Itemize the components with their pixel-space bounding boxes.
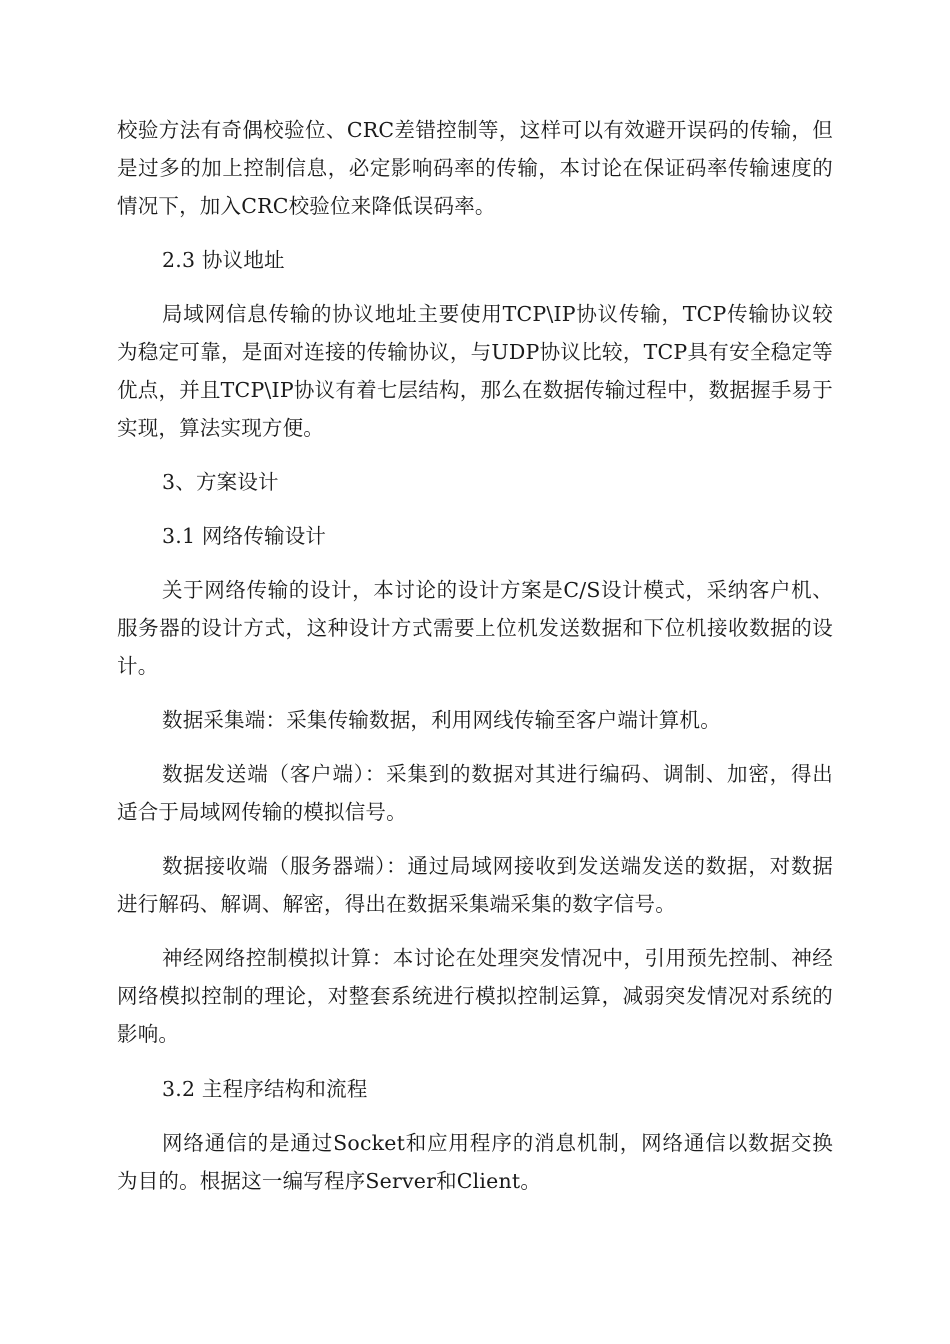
paragraph-data-receiver: 数据接收端（服务器端）：通过局域网接收到发送端发送的数据，对数据进行解码、解调、解密，得出在数据采集端采集的数字信号。 <box>117 854 833 916</box>
heading-3-scheme-design: 3、方案设计 <box>162 470 279 494</box>
paragraph-network-design: 关于网络传输的设计，本讨论的设计方案是C/S设计模式，采纳客户机、服务器的设计方式，这种设计方式需要上位机发送数据和下位机接收数据的设计。 <box>117 578 833 678</box>
paragraph-socket: 网络通信的是通过Socket和应用程序的消息机制，网络通信以数据交换为目的。根据这一编写程序Server和Client。 <box>117 1131 833 1193</box>
paragraph-data-collection: 数据采集端：采集传输数据，利用网线传输至客户端计算机。 <box>162 708 721 732</box>
paragraph-neural-network: 神经网络控制模拟计算：本讨论在处理突发情况中，引用预先控制、神经网络模拟控制的理论，对整套系统进行模拟控制运算，减弱突发情况对系统的影响。 <box>117 946 833 1046</box>
paragraph-protocol-address: 局域网信息传输的协议地址主要使用TCP\IP协议传输，TCP传输协议较为稳定可靠，是面对连接的传输协议，与UDP协议比较，TCP具有安全稳定等优点，并且TCP\IP协议有着七层结构，那么在数据传输过程中，数据握手易于实现，算法实现方便。 <box>117 302 833 440</box>
paragraph-crc-check: 校验方法有奇偶校验位、CRC差错控制等，这样可以有效避开误码的传输，但是过多的加上控制信息，必定影响码率的传输，本讨论在保证码率传输速度的情况下，加入CRC校验位来降低误码率。 <box>117 118 833 218</box>
heading-2-3-protocol-address: 2.3 协议地址 <box>162 248 285 272</box>
paragraph-data-sender: 数据发送端（客户端）：采集到的数据对其进行编码、调制、加密，得出适合于局域网传输的模拟信号。 <box>117 762 833 824</box>
heading-3-2-main-program: 3.2 主程序结构和流程 <box>162 1077 368 1101</box>
heading-3-1-network-design: 3.1 网络传输设计 <box>162 524 327 548</box>
